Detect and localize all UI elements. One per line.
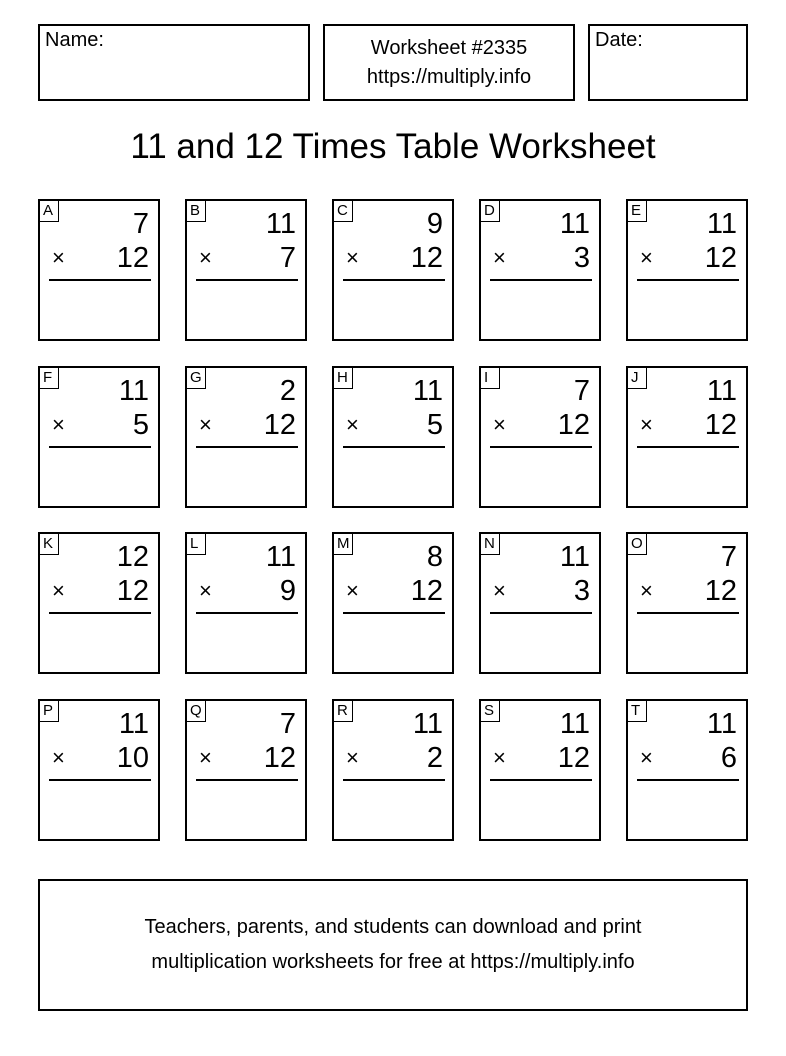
multiply-sign: ×: [346, 578, 359, 603]
multiplier: 12: [263, 409, 296, 441]
answer-line: [490, 446, 592, 448]
problem-letter: H: [333, 367, 353, 389]
answer-line: [49, 446, 151, 448]
multiply-sign: ×: [52, 578, 65, 603]
multiplier: 12: [704, 242, 737, 274]
answer-line: [196, 612, 298, 614]
multiplicand: 11: [706, 708, 737, 740]
multiplier: 12: [410, 242, 443, 274]
multiply-sign: ×: [493, 412, 506, 437]
multiplier: 12: [704, 409, 737, 441]
multiplicand: 9: [426, 208, 443, 240]
date-label: Date:: [595, 29, 643, 51]
problem-card-f[interactable]: [38, 366, 160, 508]
multiplicand: 11: [265, 208, 296, 240]
multiply-sign: ×: [52, 245, 65, 270]
multiplicand: 11: [412, 708, 443, 740]
answer-line: [343, 279, 445, 281]
multiplier: 12: [557, 409, 590, 441]
multiply-sign: ×: [199, 578, 212, 603]
multiplier: 3: [573, 242, 590, 274]
problem-letter: O: [627, 533, 647, 555]
problem-card-m[interactable]: [332, 532, 454, 674]
multiplicand: 12: [116, 541, 149, 573]
multiplicand: 11: [559, 708, 590, 740]
problem-card-e[interactable]: [626, 199, 748, 341]
problem-letter: J: [627, 367, 647, 389]
answer-line: [49, 612, 151, 614]
problem-letter: T: [627, 700, 647, 722]
problem-letter: C: [333, 200, 353, 222]
worksheet-url: https://multiply.info: [366, 65, 532, 88]
problem-card-r[interactable]: [332, 699, 454, 841]
problem-letter: Q: [186, 700, 206, 722]
problem-letter: F: [39, 367, 59, 389]
answer-line: [196, 779, 298, 781]
multiplier: 12: [410, 575, 443, 607]
problem-card-b[interactable]: [185, 199, 307, 341]
answer-line: [637, 446, 739, 448]
multiplier: 5: [426, 409, 443, 441]
worksheet-number: Worksheet #2335: [370, 36, 528, 59]
answer-line: [196, 279, 298, 281]
problem-card-p[interactable]: [38, 699, 160, 841]
multiplicand: 2: [279, 375, 296, 407]
problem-letter: L: [186, 533, 206, 555]
multiply-sign: ×: [346, 745, 359, 770]
multiply-sign: ×: [199, 745, 212, 770]
multiplicand: 8: [426, 541, 443, 573]
multiplicand: 11: [265, 541, 296, 573]
problem-card-i[interactable]: [479, 366, 601, 508]
problem-letter: R: [333, 700, 353, 722]
problem-card-o[interactable]: [626, 532, 748, 674]
multiplicand: 11: [706, 208, 737, 240]
problem-letter: D: [480, 200, 500, 222]
problem-card-j[interactable]: [626, 366, 748, 508]
multiplicand: 11: [559, 541, 590, 573]
multiplier: 7: [279, 242, 296, 274]
multiplicand: 11: [412, 375, 443, 407]
multiply-sign: ×: [52, 412, 65, 437]
multiply-sign: ×: [199, 412, 212, 437]
name-field-box[interactable]: [38, 24, 310, 101]
problem-letter: P: [39, 700, 59, 722]
multiplier: 6: [720, 742, 737, 774]
answer-line: [196, 446, 298, 448]
name-label: Name:: [45, 29, 104, 51]
multiplier: 3: [573, 575, 590, 607]
answer-line: [49, 279, 151, 281]
multiplier: 9: [279, 575, 296, 607]
problem-card-n[interactable]: [479, 532, 601, 674]
multiplicand: 11: [118, 375, 149, 407]
answer-line: [490, 612, 592, 614]
footer-box: [38, 879, 748, 1011]
page-title: 11 and 12 Times Table Worksheet: [130, 127, 656, 166]
multiplicand: 7: [132, 208, 149, 240]
problem-letter: A: [39, 200, 59, 222]
multiplier: 12: [116, 242, 149, 274]
problem-card-q[interactable]: [185, 699, 307, 841]
multiplier: 12: [116, 575, 149, 607]
footer-line-1: Teachers, parents, and students can download and print: [144, 916, 642, 938]
multiplier: 5: [132, 409, 149, 441]
problem-letter: B: [186, 200, 206, 222]
answer-line: [637, 612, 739, 614]
answer-line: [490, 279, 592, 281]
problem-card-l[interactable]: [185, 532, 307, 674]
problem-card-a[interactable]: [38, 199, 160, 341]
multiplier: 12: [263, 742, 296, 774]
answer-line: [49, 779, 151, 781]
answer-line: [343, 446, 445, 448]
problem-letter: G: [186, 367, 206, 389]
problem-card-t[interactable]: [626, 699, 748, 841]
multiply-sign: ×: [346, 245, 359, 270]
answer-line: [637, 279, 739, 281]
problem-card-d[interactable]: [479, 199, 601, 341]
problem-card-h[interactable]: [332, 366, 454, 508]
problem-letter: M: [333, 533, 353, 555]
answer-line: [343, 612, 445, 614]
answer-line: [343, 779, 445, 781]
multiplier: 12: [704, 575, 737, 607]
problem-letter: S: [480, 700, 500, 722]
multiplier: 10: [116, 742, 149, 774]
problem-letter: N: [480, 533, 500, 555]
problem-card-c[interactable]: [332, 199, 454, 341]
problem-letter: I: [480, 367, 500, 389]
multiplicand: 11: [706, 375, 737, 407]
footer-line-2: multiplication worksheets for free at https://multiply.info: [151, 951, 635, 973]
multiply-sign: ×: [640, 412, 653, 437]
multiply-sign: ×: [640, 245, 653, 270]
multiply-sign: ×: [493, 578, 506, 603]
multiplicand: 7: [720, 541, 737, 573]
multiplicand: 7: [573, 375, 590, 407]
problem-card-g[interactable]: [185, 366, 307, 508]
multiply-sign: ×: [493, 245, 506, 270]
problem-letter: E: [627, 200, 647, 222]
problem-card-k[interactable]: [38, 532, 160, 674]
multiply-sign: ×: [493, 745, 506, 770]
multiply-sign: ×: [640, 578, 653, 603]
problem-card-s[interactable]: [479, 699, 601, 841]
multiply-sign: ×: [52, 745, 65, 770]
multiplicand: 7: [279, 708, 296, 740]
problem-letter: K: [39, 533, 59, 555]
answer-line: [637, 779, 739, 781]
answer-line: [490, 779, 592, 781]
multiplier: 2: [426, 742, 443, 774]
multiply-sign: ×: [640, 745, 653, 770]
worksheet-info-box: [323, 24, 575, 101]
multiplicand: 11: [559, 208, 590, 240]
multiplier: 12: [557, 742, 590, 774]
multiplicand: 11: [118, 708, 149, 740]
multiply-sign: ×: [346, 412, 359, 437]
multiply-sign: ×: [199, 245, 212, 270]
date-field-box[interactable]: [588, 24, 748, 101]
